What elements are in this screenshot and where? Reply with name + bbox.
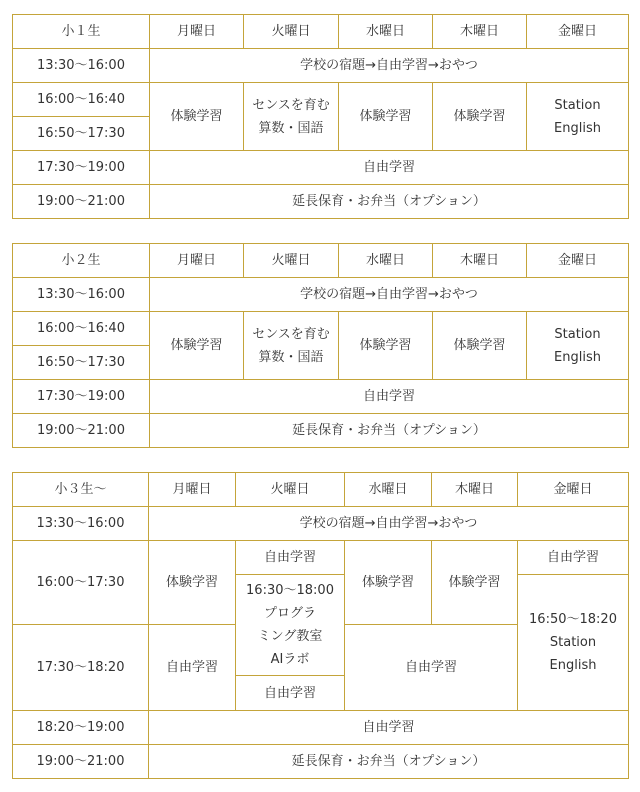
activity-line: English	[554, 349, 601, 365]
activity-cell-thursday: 体験学習	[432, 541, 518, 625]
grade-label: 小１生	[13, 15, 150, 49]
activity-cell: 学校の宿題→自由学習→おやつ	[149, 507, 629, 541]
time-cell: 13:30～16:00	[13, 49, 150, 83]
activity-line: Station	[554, 97, 601, 113]
activity-cell: 学校の宿題→自由学習→おやつ	[150, 278, 629, 312]
activity-cell-friday-english	[518, 575, 629, 711]
day-friday: 金曜日	[527, 15, 629, 49]
activity-cell-tuesday: 自由学習	[236, 541, 345, 575]
activity-cell-tuesday	[244, 83, 339, 151]
table-row	[13, 414, 629, 448]
day-friday: 金曜日	[527, 244, 629, 278]
activity-line: Station	[554, 326, 601, 342]
time-cell: 19:00～21:00	[13, 745, 149, 779]
time-cell: 17:30～18:20	[13, 625, 149, 711]
activity-cell-tuesday: 自由学習	[236, 676, 345, 711]
time-cell: 16:00～16:40	[13, 312, 150, 346]
table-row	[13, 541, 629, 575]
activity-cell: 延長保育・お弁当（オプション）	[149, 745, 629, 779]
grade-label: 小２生	[13, 244, 150, 278]
schedule-table-grade1	[12, 14, 629, 219]
time-cell: 19:00～21:00	[13, 414, 150, 448]
day-thursday: 木曜日	[432, 473, 518, 507]
activity-line: English	[549, 658, 597, 673]
activity-cell-monday: 自由学習	[149, 625, 236, 711]
activity-line: 16:50～18:20	[529, 612, 617, 627]
activity-cell-wed-thu: 自由学習	[345, 625, 518, 711]
activity-cell: 延長保育・お弁当（オプション）	[150, 185, 629, 219]
day-thursday: 木曜日	[433, 15, 527, 49]
day-monday: 月曜日	[150, 15, 244, 49]
day-thursday: 木曜日	[433, 244, 527, 278]
activity-cell-wednesday: 体験学習	[339, 312, 433, 380]
activity-line: 16:30～18:00	[246, 583, 334, 598]
day-wednesday: 水曜日	[339, 244, 433, 278]
activity-cell-wednesday: 体験学習	[339, 83, 433, 151]
header-row	[13, 473, 629, 507]
activity-cell-tuesday-programming	[236, 575, 345, 676]
activity-cell-monday: 体験学習	[150, 312, 244, 380]
table-row	[13, 312, 629, 346]
time-cell: 16:00～17:30	[13, 541, 149, 625]
table-row	[13, 711, 629, 745]
time-cell: 19:00～21:00	[13, 185, 150, 219]
activity-line: English	[554, 120, 601, 136]
time-cell: 16:50～17:30	[13, 117, 150, 151]
activity-cell-thursday: 体験学習	[433, 83, 527, 151]
table-row	[13, 745, 629, 779]
day-wednesday: 水曜日	[345, 473, 432, 507]
day-friday: 金曜日	[518, 473, 629, 507]
table-row	[13, 151, 629, 185]
activity-line: 算数・国語	[258, 120, 324, 136]
activity-cell: 学校の宿題→自由学習→おやつ	[150, 49, 629, 83]
activity-cell-tuesday	[244, 312, 339, 380]
activity-cell: 自由学習	[149, 711, 629, 745]
activity-cell: 自由学習	[150, 380, 629, 414]
table-row	[13, 507, 629, 541]
activity-line: プログラ	[263, 606, 316, 621]
table-row	[13, 83, 629, 117]
table-row	[13, 49, 629, 83]
header-row	[13, 15, 629, 49]
activity-line: センスを育む	[252, 326, 330, 342]
day-monday: 月曜日	[149, 473, 236, 507]
activity-cell-friday	[527, 83, 629, 151]
activity-cell-thursday: 体験学習	[433, 312, 527, 380]
grade-label: 小３生～	[13, 473, 149, 507]
time-cell: 17:30～19:00	[13, 380, 150, 414]
time-cell: 17:30～19:00	[13, 151, 150, 185]
day-tuesday: 火曜日	[244, 244, 339, 278]
table-row	[13, 278, 629, 312]
schedule-table-grade2	[12, 243, 629, 448]
time-cell: 13:30～16:00	[13, 507, 149, 541]
activity-cell: 自由学習	[150, 151, 629, 185]
activity-cell-friday: 自由学習	[518, 541, 629, 575]
activity-cell-monday: 体験学習	[149, 541, 236, 625]
activity-line: Station	[549, 635, 597, 650]
activity-cell-friday	[527, 312, 629, 380]
header-row	[13, 244, 629, 278]
table-row	[13, 185, 629, 219]
activity-line: ミング教室	[257, 629, 323, 644]
day-wednesday: 水曜日	[339, 15, 433, 49]
activity-cell-monday: 体験学習	[150, 83, 244, 151]
activity-cell: 延長保育・お弁当（オプション）	[150, 414, 629, 448]
activity-cell-wednesday: 体験学習	[345, 541, 432, 625]
schedule-table-grade3	[12, 472, 629, 779]
activity-line: センスを育む	[252, 97, 330, 113]
day-monday: 月曜日	[150, 244, 244, 278]
time-cell: 18:20～19:00	[13, 711, 149, 745]
activity-line: AIラボ	[270, 652, 310, 667]
time-cell: 13:30～16:00	[13, 278, 150, 312]
table-row	[13, 380, 629, 414]
time-cell: 16:00～16:40	[13, 83, 150, 117]
day-tuesday: 火曜日	[236, 473, 345, 507]
time-cell: 16:50～17:30	[13, 346, 150, 380]
activity-line: 算数・国語	[258, 349, 324, 365]
day-tuesday: 火曜日	[244, 15, 339, 49]
